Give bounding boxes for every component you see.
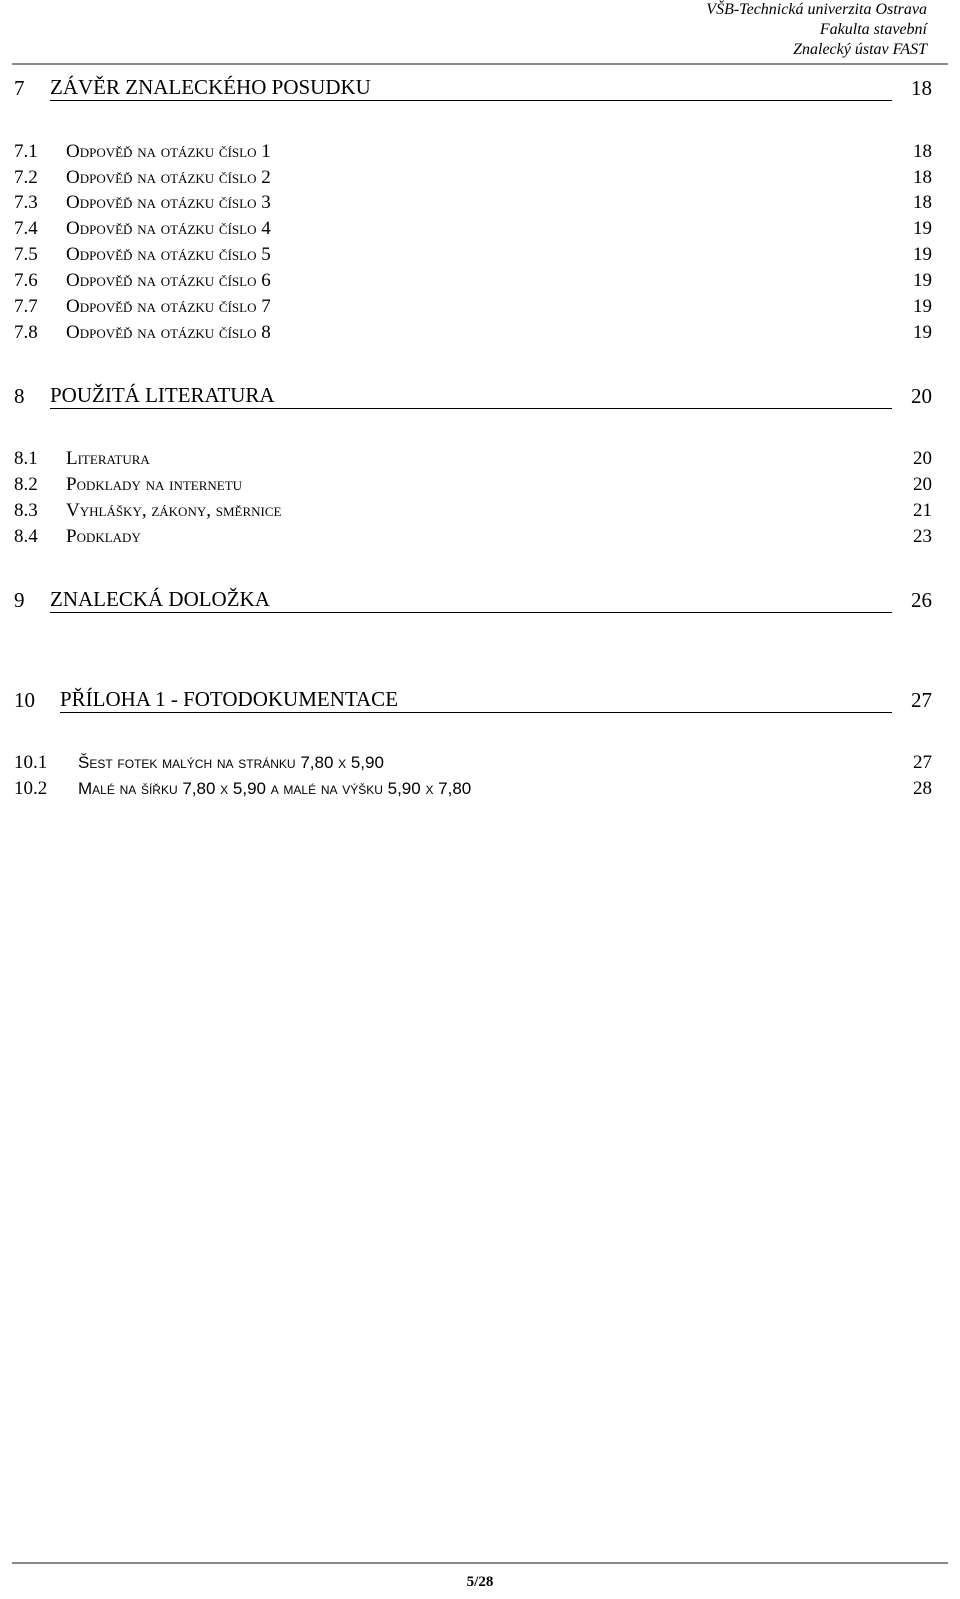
toc-section-10-1[interactable] (14, 750, 932, 776)
toc-page: 19 (913, 296, 932, 317)
toc-title: Odpověď na otázku číslo 3 (66, 192, 271, 213)
toc-number: 8 (14, 384, 25, 408)
toc-page: 18 (911, 76, 932, 100)
toc-page: 20 (913, 474, 932, 495)
toc-number: 7.5 (14, 244, 38, 265)
toc-section-8-4[interactable] (14, 524, 932, 550)
toc-number: 8.1 (14, 448, 38, 469)
toc-chapter-10[interactable] (14, 686, 932, 714)
toc-number: 10.1 (14, 752, 48, 773)
toc-section-7-7[interactable] (14, 294, 932, 320)
toc-number: 10 (14, 688, 35, 712)
page-header (597, 0, 927, 60)
page-number: 5/28 (466, 1574, 494, 1590)
toc-title: Odpověď na otázku číslo 7 (66, 296, 271, 317)
toc-title: PŘÍLOHA 1 - FOTODOKUMENTACE (60, 686, 892, 713)
toc-page: 19 (913, 244, 932, 265)
toc-page: 18 (913, 141, 932, 162)
toc-title: Podklady (66, 526, 141, 547)
toc-title: Šest fotek malých na stránku 7,80 x 5,90 (78, 753, 384, 772)
toc-page: 26 (911, 588, 932, 612)
toc-title: Literatura (66, 448, 150, 469)
toc-page: 19 (913, 322, 932, 343)
toc-title: ZNALECKÁ DOLOŽKA (50, 586, 892, 613)
toc-number: 8.4 (14, 526, 38, 547)
toc-section-7-4[interactable] (14, 216, 932, 242)
toc-page: 28 (913, 778, 932, 799)
toc-section-7-3[interactable] (14, 190, 932, 216)
toc-chapter-8[interactable] (14, 382, 932, 410)
header-faculty: Fakulta stavební (819, 21, 927, 38)
toc-section-8-3[interactable] (14, 498, 932, 524)
toc-page: 20 (913, 448, 932, 469)
toc-number: 7 (14, 76, 25, 100)
toc-number: 9 (14, 588, 25, 612)
toc-page: 20 (911, 384, 932, 408)
toc-chapter-7[interactable] (14, 74, 932, 102)
header-divider (12, 63, 948, 65)
toc-number: 8.2 (14, 474, 38, 495)
toc-section-8-1[interactable] (14, 446, 932, 472)
toc-number: 7.6 (14, 270, 38, 291)
toc-title: Odpověď na otázku číslo 2 (66, 167, 271, 188)
toc-number: 7.7 (14, 296, 38, 317)
toc-title: ZÁVĚR ZNALECKÉHO POSUDKU (50, 74, 892, 101)
toc-title: Odpověď na otázku číslo 4 (66, 218, 271, 239)
toc-title: Odpověď na otázku číslo 8 (66, 322, 271, 343)
toc-page: 18 (913, 167, 932, 188)
toc-title: Odpověď na otázku číslo 6 (66, 270, 271, 291)
toc-section-7-6[interactable] (14, 268, 932, 294)
toc-number: 10.2 (14, 778, 48, 799)
toc-section-7-5[interactable] (14, 242, 932, 268)
toc-page: 19 (913, 218, 932, 239)
toc-section-7-8[interactable] (14, 320, 932, 346)
toc-section-7-2[interactable] (14, 165, 932, 191)
toc-number: 7.8 (14, 322, 38, 343)
toc-page: 18 (913, 192, 932, 213)
toc-title: Odpověď na otázku číslo 5 (66, 244, 271, 265)
toc-section-7-1[interactable] (14, 139, 932, 165)
footer-divider (12, 1562, 948, 1564)
toc-number: 8.3 (14, 500, 38, 521)
toc-number: 7.4 (14, 218, 38, 239)
toc-title: Vyhlášky, zákony, směrnice (66, 500, 282, 521)
toc-number: 7.2 (14, 167, 38, 188)
header-institute: Znalecký ústav FAST (793, 41, 927, 58)
toc-page: 19 (913, 270, 932, 291)
toc-title: POUŽITÁ LITERATURA (50, 382, 892, 409)
toc-section-10-2[interactable] (14, 776, 932, 802)
toc-page: 21 (913, 500, 932, 521)
toc-title: Odpověď na otázku číslo 1 (66, 141, 271, 162)
toc-chapter-9[interactable] (14, 586, 932, 614)
toc-page: 27 (911, 688, 932, 712)
toc-title: Podklady na internetu (66, 474, 243, 495)
toc-section-8-2[interactable] (14, 472, 932, 498)
toc-title: Malé na šířku 7,80 x 5,90 a malé na výšku 5,90 x 7,80 (78, 779, 472, 798)
toc-page: 27 (913, 752, 932, 773)
toc-number: 7.3 (14, 192, 38, 213)
toc-page: 23 (913, 526, 932, 547)
header-university: VŠB-Technická univerzita Ostrava (706, 1, 927, 18)
toc-number: 7.1 (14, 141, 38, 162)
